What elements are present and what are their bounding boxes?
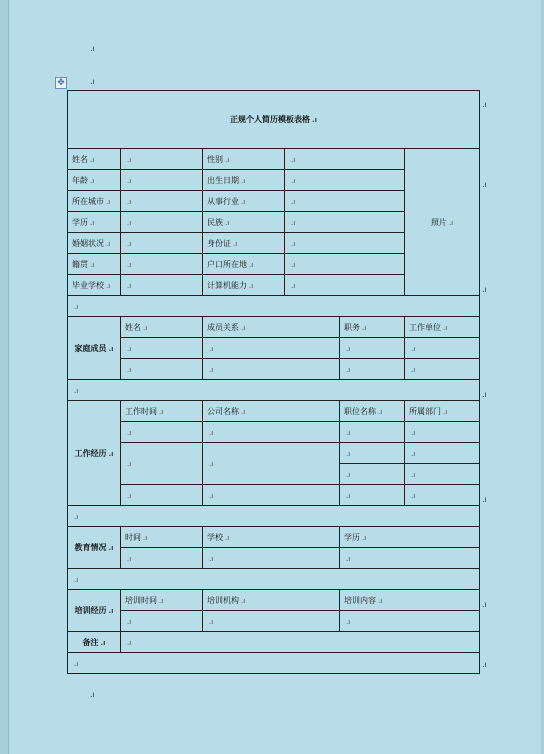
input-birth-date[interactable]: .ı	[285, 170, 405, 191]
row-end-mark: .ı	[482, 390, 487, 399]
training-header-org: 培训机构 .ı	[203, 590, 340, 611]
photo-cell[interactable]: 照片 .ı	[405, 149, 480, 296]
family-cell[interactable]: .ı	[121, 338, 203, 359]
spacer-row: .ı	[68, 653, 480, 674]
input-computer[interactable]: .ı	[285, 275, 405, 296]
input-id-card[interactable]: .ı	[285, 233, 405, 254]
resume-table	[67, 90, 480, 674]
row-end-mark: .ı	[482, 100, 487, 109]
row-end-mark: .ı	[482, 600, 487, 609]
input-city[interactable]: .ı	[121, 191, 203, 212]
edu-cell[interactable]: .ı	[340, 548, 480, 569]
input-industry[interactable]: .ı	[285, 191, 405, 212]
edu-cell[interactable]: .ı	[121, 548, 203, 569]
label-marital: 婚姻状况 .ı	[68, 233, 121, 254]
input-school[interactable]: .ı	[121, 275, 203, 296]
work-header-position: 职位名称 .ı	[340, 401, 405, 422]
edu-label: 教育情况 .ı	[68, 527, 121, 569]
family-header-relation: 成员关系 .ı	[203, 317, 340, 338]
label-school: 毕业学校 .ı	[68, 275, 121, 296]
family-cell[interactable]: .ı	[121, 359, 203, 380]
family-cell[interactable]: .ı	[203, 338, 340, 359]
family-cell[interactable]: .ı	[340, 359, 405, 380]
family-cell[interactable]: .ı	[203, 359, 340, 380]
page-left-margin	[0, 0, 9, 754]
work-cell[interactable]: .ı	[405, 443, 480, 464]
work-cell[interactable]: .ı	[121, 485, 203, 506]
training-cell[interactable]: .ı	[121, 611, 203, 632]
input-education[interactable]: .ı	[121, 212, 203, 233]
training-header-content: 培训内容 .ı	[340, 590, 480, 611]
family-header-position: 职务 .ı	[340, 317, 405, 338]
family-label: 家庭成员 .ı	[68, 317, 121, 380]
family-header-workplace: 工作单位 .ı	[405, 317, 480, 338]
edu-header-degree: 学历 .ı	[340, 527, 480, 548]
training-label: 培训经历 .ı	[68, 590, 121, 632]
label-native-place: 籍贯 .ı	[68, 254, 121, 275]
paragraph-mark: .ı	[90, 44, 95, 53]
work-cell[interactable]: .ı	[203, 443, 340, 485]
row-end-mark: .ı	[482, 285, 487, 294]
work-cell[interactable]: .ı	[340, 464, 405, 485]
paragraph-mark: .ı	[90, 77, 95, 86]
family-cell[interactable]: .ı	[405, 359, 480, 380]
input-name[interactable]: .ı	[121, 149, 203, 170]
label-id-card: 身份证 .ı	[203, 233, 285, 254]
row-end-mark: .ı	[482, 495, 487, 504]
family-cell[interactable]: .ı	[340, 338, 405, 359]
family-header-name: 姓名 .ı	[121, 317, 203, 338]
label-ethnicity: 民族 .ı	[203, 212, 285, 233]
work-header-time: 工作时间 .ı	[121, 401, 203, 422]
work-cell[interactable]: .ı	[203, 485, 340, 506]
input-ethnicity[interactable]: .ı	[285, 212, 405, 233]
input-age[interactable]: .ı	[121, 170, 203, 191]
edu-cell[interactable]: .ı	[203, 548, 340, 569]
family-cell[interactable]: .ı	[405, 338, 480, 359]
work-cell[interactable]: .ı	[405, 464, 480, 485]
training-cell[interactable]: .ı	[203, 611, 340, 632]
training-cell[interactable]: .ı	[340, 611, 480, 632]
remarks-input[interactable]: .ı	[121, 632, 480, 653]
input-gender[interactable]: .ı	[285, 149, 405, 170]
work-cell[interactable]: .ı	[405, 485, 480, 506]
work-cell[interactable]: .ı	[405, 422, 480, 443]
row-end-mark: .ı	[482, 660, 487, 669]
label-birth-date: 出生日期 .ı	[203, 170, 285, 191]
work-cell[interactable]: .ı	[121, 422, 203, 443]
work-label: 工作经历 .ı	[68, 401, 121, 506]
label-gender: 性别 .ı	[203, 149, 285, 170]
input-marital[interactable]: .ı	[121, 233, 203, 254]
label-city: 所在城市 .ı	[68, 191, 121, 212]
paragraph-mark: .ı	[90, 690, 95, 699]
spacer-row: .ı	[68, 296, 480, 317]
edu-header-time: 时间 .ı	[121, 527, 203, 548]
spacer-row: .ı	[68, 506, 480, 527]
spacer-row: .ı	[68, 380, 480, 401]
table-move-handle-icon[interactable]: ✥	[55, 77, 67, 89]
work-cell[interactable]: .ı	[340, 485, 405, 506]
label-name: 姓名 .ı	[68, 149, 121, 170]
work-cell[interactable]: .ı	[121, 443, 203, 485]
spacer-row: .ı	[68, 569, 480, 590]
input-native-place[interactable]: .ı	[121, 254, 203, 275]
label-age: 年龄 .ı	[68, 170, 121, 191]
label-industry: 从事行业 .ı	[203, 191, 285, 212]
input-household[interactable]: .ı	[285, 254, 405, 275]
work-cell[interactable]: .ı	[203, 422, 340, 443]
training-header-time: 培训时间 .ı	[121, 590, 203, 611]
resume-title: 正规个人简历模板表格 .ı	[68, 91, 480, 149]
label-education: 学历 .ı	[68, 212, 121, 233]
label-household: 户口所在地 .ı	[203, 254, 285, 275]
work-header-department: 所属部门 .ı	[405, 401, 480, 422]
remarks-label: 备注 .ı	[68, 632, 121, 653]
row-end-mark: .ı	[482, 180, 487, 189]
edu-header-school: 学校 .ı	[203, 527, 340, 548]
work-header-company: 公司名称 .ı	[203, 401, 340, 422]
work-cell[interactable]: .ı	[340, 443, 405, 464]
work-cell[interactable]: .ı	[340, 422, 405, 443]
label-computer: 计算机能力 .ı	[203, 275, 285, 296]
